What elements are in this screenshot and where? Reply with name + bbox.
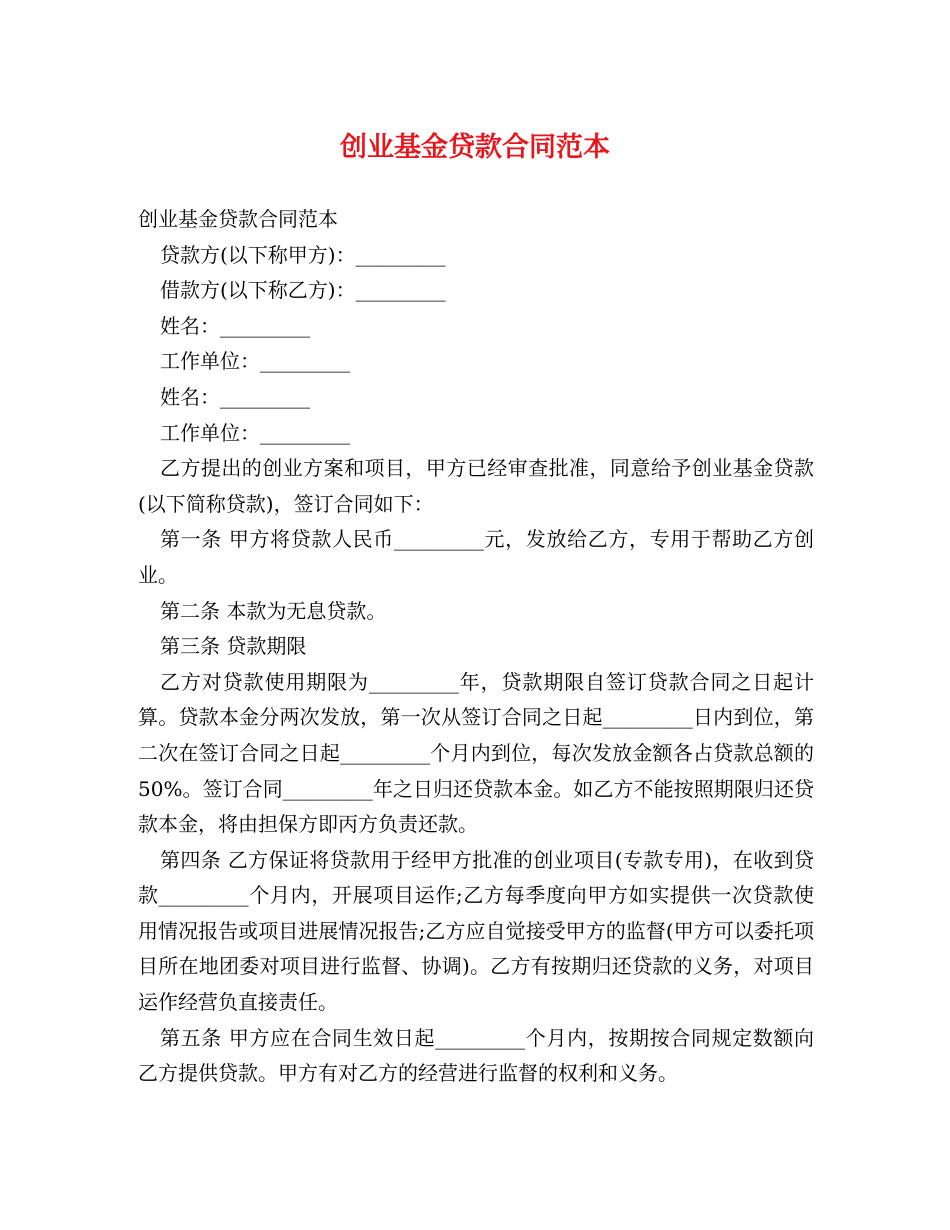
borrower-line: 借款方(以下称乙方)：_________ [160, 278, 446, 303]
document-body [138, 202, 814, 1092]
body-heading: 创业基金贷款合同范本 [138, 207, 338, 231]
article-2: 第二条 本款为无息贷款。 [160, 598, 387, 623]
lender-line: 贷款方(以下称甲方)：_________ [160, 242, 446, 267]
article-4: 第四条 乙方保证将贷款用于经甲方批准的创业项目(专款专用)，在收到贷款_________个月内，开展项目运作;乙方每季度向甲方如实提供一次贷款使用情况报告或项目进展情况报告;乙方应自觉接受甲方的监督(甲方可以委托项目所在地团委对项目进行监督、协调)。乙方有按期归还贷款的义务，对项目运作经营负直接责任。 [138, 847, 814, 1015]
article-5: 第五条 甲方应在合同生效日起_________个月内，按期按合同规定数额向乙方提供贷款。甲方有对乙方的经营进行监督的权利和义务。 [138, 1025, 814, 1086]
article-3-heading: 第三条 贷款期限 [160, 634, 307, 659]
document-title: 创业基金贷款合同范本 [340, 132, 610, 163]
article-3-body: 乙方对贷款使用期限为_________年，贷款期限自签订贷款合同之日起计算。贷款本金分两次发放，第一次从签订合同之日起_________日内到位，第二次在签订合同之日起_________个月内到位，每次发放金额各占贷款总额的50%。签订合同_________年之日归还贷款本金。如乙方不能按照期限归还贷款本金，将由担保方即丙方负责还款。 [138, 669, 814, 837]
preamble-paragraph: 乙方提出的创业方案和项目，甲方已经审查批准，同意给予创业基金贷款(以下简称贷款)，签订合同如下： [138, 456, 814, 516]
workplace-line-1: 工作单位：_________ [160, 349, 350, 374]
name-line-2: 姓名：_________ [160, 384, 310, 409]
name-line-1: 姓名：_________ [160, 313, 310, 338]
article-1: 第一条 甲方将贷款人民币_________元，发放给乙方，专用于帮助乙方创业。 [138, 527, 814, 587]
workplace-line-2: 工作单位：_________ [160, 420, 350, 445]
